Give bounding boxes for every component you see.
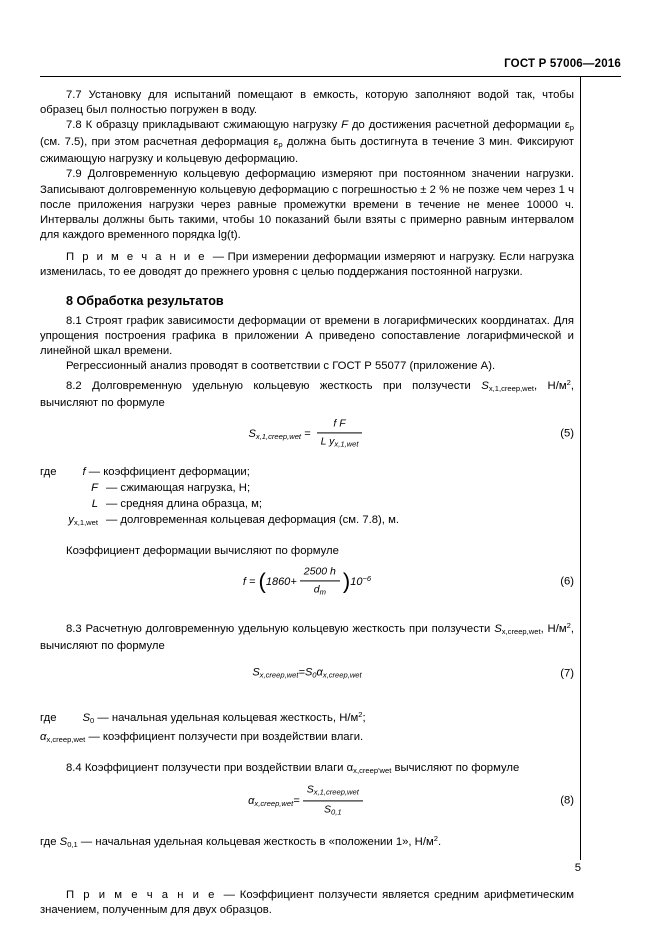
formula-6-close-paren: ) (342, 568, 351, 594)
formula-6-power: 10 (350, 575, 363, 588)
where-5-symbol-2-text: L (91, 497, 98, 510)
formula-6-open-paren: ( (258, 568, 266, 594)
formula-7-number: (7) (560, 667, 574, 680)
page-number: 5 (574, 862, 581, 874)
spacer (40, 531, 574, 544)
formula-8 (40, 778, 574, 824)
formula-5-numerator: f F (317, 416, 363, 433)
where-7-text-0: — начальная удельная кольцевая жесткость, $Н/м^2$; (97, 709, 366, 724)
where-5-symbol-3-sub: x,1,wet (73, 517, 98, 527)
header-divider (40, 76, 621, 77)
p83-text-1: 8.3 Расчетную долговременную удельную кольцевую жесткость при ползучести (66, 622, 495, 635)
formula-6 (40, 559, 574, 605)
p78-text-4: должна быть достигнута в течение 3 мин. Фиксируют сжимающую нагрузку и кольцевую деформацию. (40, 136, 574, 166)
paragraph-8-2 (40, 375, 574, 411)
where-5-text-0: — коэффициент деформации; (88, 465, 250, 478)
p82-symbol-sub: x,1,creep,wet (488, 383, 534, 393)
p78-text-1: 7.8 К образцу прикладывают сжимающую нагрузку (66, 119, 342, 132)
paragraph-8-1: 8.1 Строят график зависимости деформации от времени в логарифмических координатах. Для упрощения построения графика в приложении А приведено сопоставление логарифмической и линейной шкал времени. (40, 315, 574, 358)
formula-7-rhs1-sub: 0 (312, 670, 317, 680)
where-7-line-1 (40, 729, 574, 748)
formula-5-den-sub: x,1,wet (334, 439, 359, 449)
formula-5-den-text: L y (320, 435, 335, 448)
p82-text-1: 8.2 Долговременную удельную кольцевую жесткость при ползучести (66, 379, 482, 392)
note-1 (40, 250, 574, 280)
formula-8-denominator (303, 802, 363, 820)
coef-intro (40, 544, 574, 559)
p82-sup: 2 (566, 377, 571, 387)
formula-8-den-text: S (323, 803, 331, 816)
paragraph-8-1-b: Регрессионный анализ проводят в соответствии с ГОСТ Р 55077 (приложение А). (66, 360, 496, 373)
formula-8-expression (40, 782, 574, 819)
formula-5-fraction (317, 416, 363, 451)
where-7-symbol-0-sub: 0 (90, 715, 95, 725)
formula-8-number: (8) (560, 794, 574, 807)
p78-sub-1: p (569, 123, 574, 133)
formula-8-eq: = (293, 794, 300, 807)
formula-7-lhs: S (252, 666, 260, 679)
where-block-5 (40, 464, 574, 531)
p78-text-2: до достижения расчетной деформации ε (348, 119, 570, 132)
where-5-text-3: — долговременная кольцевая деформация (см. 7.8), м. (106, 513, 399, 526)
formula-6-lhs: f (242, 575, 246, 588)
formula-8-lhs-sub: x,creep,wet (254, 798, 294, 808)
p78-sub-2: p (278, 140, 283, 150)
formula-7-lhs-sub: x,creep,wet (259, 670, 299, 680)
spacer (40, 280, 574, 293)
where-5-symbol-2 (40, 496, 106, 512)
p84-text-1: 8.4 Коэффициент ползучести при воздействии влаги α (66, 761, 354, 774)
spacer (40, 457, 574, 464)
formula-7-rhs2: α (316, 666, 323, 679)
formula-7-rhs2-sub: x,creep,wet (322, 670, 362, 680)
note-2-label: П р и м е ч а н и е (66, 889, 224, 902)
formula-8-num-text: S (306, 783, 314, 796)
spacer (40, 243, 574, 250)
formula-8-numerator (303, 782, 363, 801)
formula-8-den-sub: 0,1 (331, 807, 342, 817)
where-5-symbol-3-y: y (68, 513, 74, 526)
right-margin-rule (580, 76, 581, 860)
formula-6-plus: + (290, 575, 297, 588)
where-lead-5-text: где (40, 465, 57, 478)
where-8-symbol-sub: 0,1 (67, 840, 78, 850)
where-7-text-1: — коэффициент ползучести при воздействии влаги. (88, 730, 364, 743)
where-block-8 (40, 831, 574, 852)
where-7-symbol-1: α (40, 730, 47, 743)
where-lead-5 (40, 464, 574, 480)
formula-8-fraction (303, 782, 363, 819)
page-header: ГОСТ Р 57006—2016 (504, 58, 621, 70)
formula-6-eq: = (249, 575, 256, 588)
p83-symbol-sub: x,creep,wet (501, 626, 541, 636)
note-2 (40, 888, 574, 918)
p83-symbol-S: S (494, 622, 502, 635)
p78-text-3: (см. 7.5), при этом расчетная деформация ε (40, 136, 279, 149)
paragraph-8-4 (40, 761, 574, 778)
where-lead-7: где (40, 711, 57, 724)
formula-5-denominator (317, 433, 363, 451)
formula-6-numerator: 2500 h (300, 564, 340, 581)
formula-6-exponent: −6 (362, 573, 372, 583)
note-1-text: — При измерении деформации измеряют и нагрузку. Если нагрузка изменилась, то ее доводят до прежнего уровня с целью поддержания постоянной нагрузки. (40, 250, 574, 279)
p84-text-2: вычисляют по формуле (391, 761, 520, 774)
where-5-text-1: — сжимающая нагрузка, Н; (106, 481, 251, 494)
formula-6-denominator (300, 581, 340, 599)
formula-7-eq: = (298, 666, 305, 679)
formula-5-lhs-sub: x,1,creep,wet (255, 431, 302, 441)
p83-sup: 2 (566, 620, 571, 630)
note-1-label: П р и м е ч а н и е (66, 250, 213, 263)
formula-7 (40, 654, 574, 694)
spacer (40, 694, 574, 707)
p83-text-3: , вычисляют по формуле (40, 622, 574, 652)
where-block-7 (40, 707, 574, 748)
spacer (40, 605, 574, 618)
where-5-symbol-1-text: F (91, 481, 98, 494)
where-5-symbol-3 (40, 512, 106, 531)
where-5-line-1 (40, 480, 574, 496)
spacer (40, 748, 574, 761)
where-5-line-3 (40, 512, 574, 531)
formula-5-eq: = (304, 427, 311, 440)
formula-5 (40, 411, 574, 457)
formula-5-lhs: S (248, 427, 256, 440)
where-5-symbol-0: f (82, 465, 86, 478)
formula-6-expression (40, 564, 574, 599)
formula-6-den-sub: m (319, 587, 326, 597)
where-7-line-0 (40, 707, 574, 729)
p82-text-3: , вычисляют по формуле (40, 379, 574, 409)
paragraph-8-3 (40, 618, 574, 654)
where-7-symbol-1-sub: x,creep,wet (46, 734, 86, 744)
formula-7-expression (40, 665, 574, 682)
spacer (40, 824, 574, 831)
note-2-text: — Коэффициент ползучести является средним арифметическим значением, полученным для двух образцов. (40, 889, 574, 917)
where-5-symbol-1 (40, 480, 106, 496)
formula-7-rhs1: S (304, 666, 313, 679)
paragraph-7-9: 7.9 Долговременную кольцевую деформацию измеряют при постоянном значении нагрузки. Записывают долговременную кольцевую деформацию с погрешностью ± 2 % не позже чем через 1 ч после приложения нагрузки через равные промежутки времени в течение не менее 10000 ч. Интервалы должны быть такими, чтобы 10 показаний были взяты с примерно равным интервалом для каждого временного порядка lg(t). (40, 168, 574, 241)
where-5-text-2: — средняя длина образца, м; (106, 497, 263, 510)
p84-sub: x,creep'wet (353, 765, 392, 775)
formula-5-expression (40, 416, 574, 451)
formula-6-const: 1860 (265, 575, 291, 588)
p82-text-2: , Н/м (534, 379, 567, 392)
section-heading-8: 8 Обработка результатов (66, 294, 224, 309)
coef-intro-text: Коэффициент деформации вычисляют по формуле (66, 544, 339, 557)
paragraph-7-7: 7.7 Установку для испытаний помещают в емкость, которую заполняют водой так, чтобы образец был полностью погружен в воду. (40, 89, 574, 117)
paragraph-7-8 (40, 118, 574, 167)
document-body (40, 88, 574, 918)
p78-symbol-F: F (341, 119, 349, 132)
p83-text-2: , Н/м (540, 622, 567, 635)
where-8-symbol: S (59, 836, 68, 849)
where-8-text: — начальная удельная кольцевая жесткость в «положении 1», $Н/м^2$. (80, 834, 442, 849)
where-5-line-2 (40, 496, 574, 512)
where-8-lead: где (40, 836, 60, 849)
where-7-symbol-0: S (82, 711, 91, 724)
formula-6-fraction (300, 564, 340, 599)
p82-symbol-S: S (481, 379, 489, 392)
formula-8-num-sub: x,1,creep,wet (313, 787, 359, 797)
formula-6-den-text: d (313, 583, 320, 596)
formula-8-lhs: α (248, 794, 255, 807)
formula-6-number: (6) (560, 575, 574, 588)
formula-5-number: (5) (560, 427, 574, 440)
